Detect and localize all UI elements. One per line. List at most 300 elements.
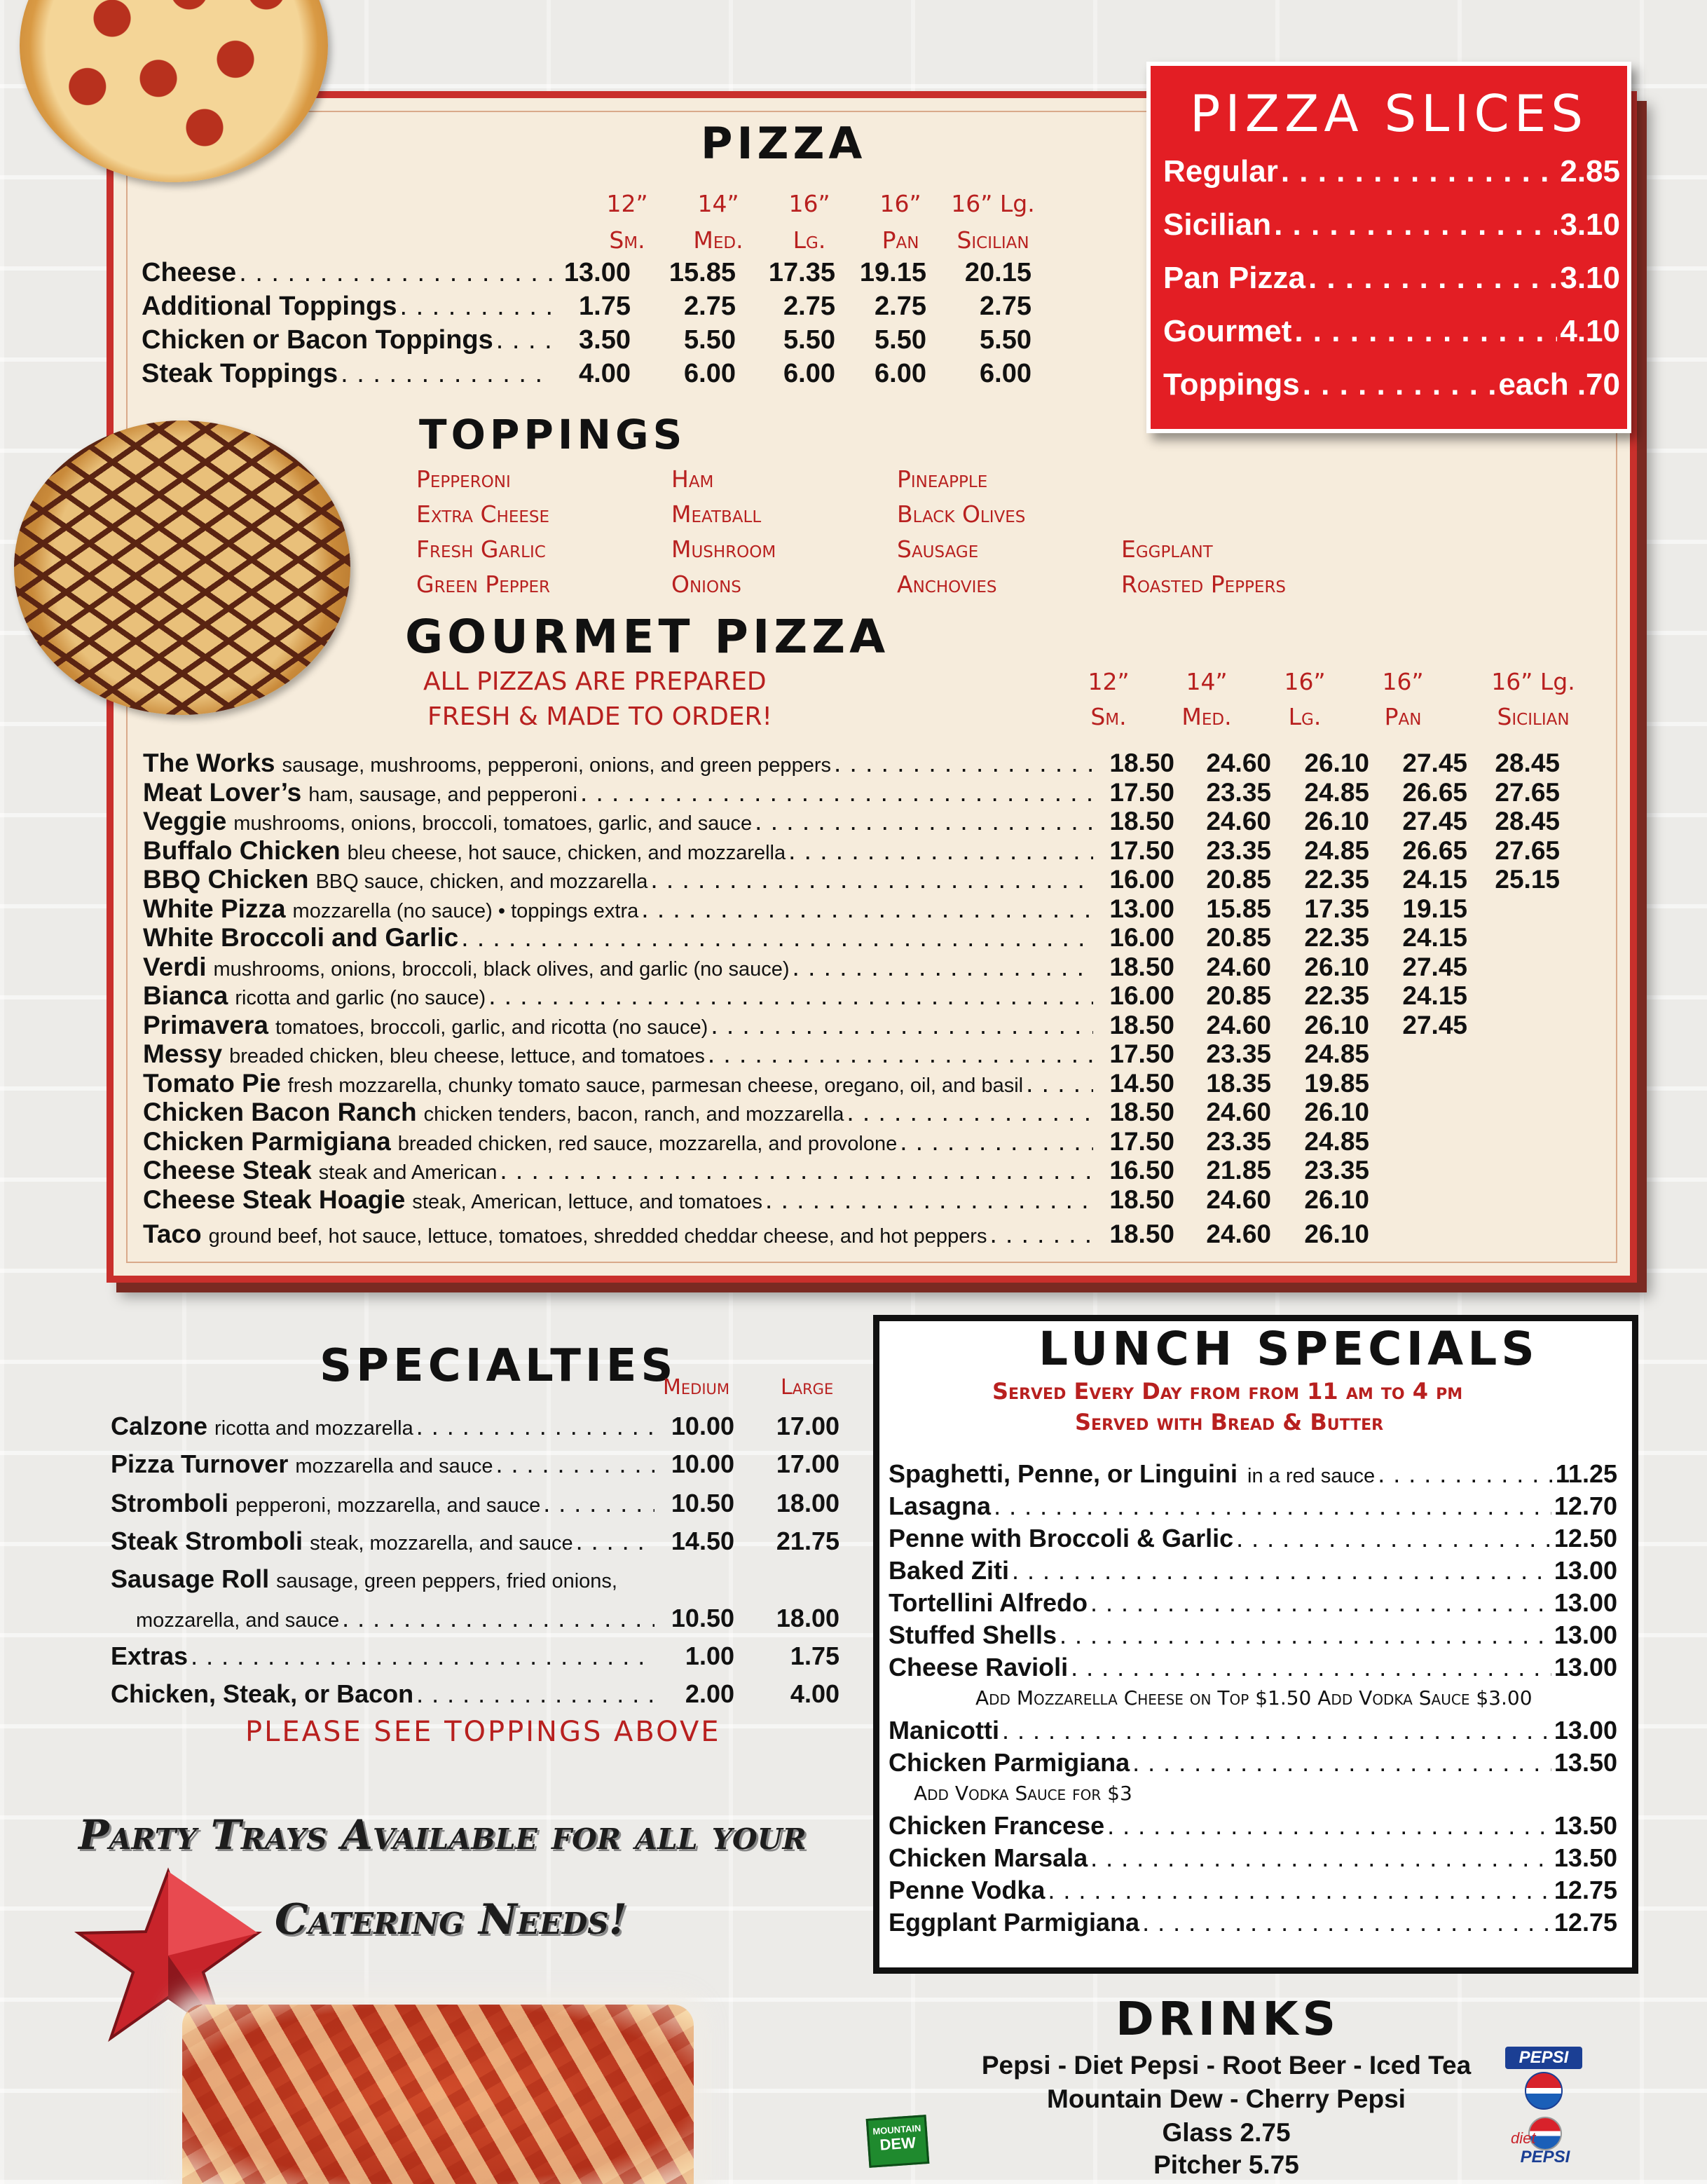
dot-leader (994, 1492, 1551, 1521)
slice-row (1163, 207, 1620, 243)
gourmet-price: 26.10 (1304, 1010, 1369, 1039)
gourmet-price: 24.60 (1206, 1010, 1271, 1039)
gourmet-item-desc: fresh mozzarella, chunky tomato sauce, parmesan cheese, oregano, oil, and basil (287, 1074, 1024, 1097)
gourmet-price: 24.60 (1206, 1220, 1271, 1248)
gourmet-prices (1086, 807, 1560, 836)
pizza-price: 6.00 (875, 359, 926, 388)
specialty-name: Steak Stromboli (111, 1527, 303, 1555)
gourmet-price: 20.85 (1206, 923, 1271, 952)
specialty-row (111, 1679, 839, 1709)
pizza-size-label-3: Pan (882, 226, 919, 254)
pizza-size-label-4: Sicilian (957, 226, 1029, 254)
party-trays-line-1: Party Trays Available for all your (78, 1811, 807, 1859)
pizza-size-label-2: Lg. (793, 226, 826, 254)
pepsi-logo-text: PEPSI (1505, 2047, 1582, 2069)
gourmet-price: 24.85 (1304, 1126, 1369, 1156)
gourmet-price: 27.65 (1495, 777, 1560, 807)
gourmet-price: 18.50 (1109, 749, 1174, 777)
slice-name: Regular (1163, 154, 1278, 189)
gourmet-item-desc: mushrooms, onions, broccoli, tomatoes, garlic, and sauce (233, 812, 753, 835)
gourmet-item-desc: BBQ sauce, chicken, and mozzarella (315, 871, 648, 893)
gourmet-note-line-2: FRESH & MADE TO ORDER! (427, 702, 772, 731)
mountain-dew-logo-text-2: DEW (879, 2134, 917, 2154)
gourmet-price: 24.15 (1402, 865, 1467, 894)
gourmet-size-label-0: Sm. (1090, 703, 1127, 730)
gourmet-price: 26.10 (1304, 749, 1369, 777)
gourmet-price (1369, 1220, 1467, 1249)
specialty-large-price: 18.00 (776, 1604, 839, 1632)
lunch-item-name: Penne Vodka (889, 1876, 1046, 1904)
specialty-name: Chicken, Steak, or Bacon (111, 1679, 414, 1708)
specialty-desc: steak, mozzarella, and sauce (310, 1532, 573, 1555)
gourmet-price: 24.60 (1206, 1185, 1271, 1214)
lunch-item-price: 13.00 (1554, 1653, 1617, 1681)
lunch-row (889, 1588, 1617, 1618)
gourmet-item-name: Primavera (143, 1010, 268, 1039)
specialty-medium-price: 2.00 (685, 1679, 734, 1708)
gourmet-item-desc: ground beef, hot sauce, lettuce, tomatoes, shredded cheddar cheese, and hot peppers (208, 1225, 987, 1248)
topping-item: Pepperoni (416, 465, 511, 493)
gourmet-row (143, 749, 1560, 778)
dot-leader (1026, 1069, 1093, 1098)
pizza-size-3: 16” (879, 190, 921, 217)
specialty-name: Pizza Turnover (111, 1449, 289, 1478)
gourmet-price: 15.85 (1206, 894, 1271, 923)
specialty-name: Calzone (111, 1412, 208, 1440)
gourmet-price: 25.15 (1495, 865, 1560, 894)
pizza-item-name: Steak Toppings (142, 359, 338, 388)
gourmet-row (143, 1098, 1369, 1127)
gourmet-price: 19.15 (1402, 894, 1467, 923)
gourmet-price: 24.15 (1402, 981, 1467, 1010)
gourmet-price (1369, 1069, 1467, 1098)
specialties-large-header: Large (781, 1375, 834, 1400)
specialty-desc: mozzarella, and sauce (136, 1609, 340, 1632)
lunch-row (889, 1876, 1617, 1905)
gourmet-size-label-4: Sicilian (1497, 703, 1570, 730)
pizza-price: 20.15 (964, 258, 1031, 287)
dot-leader (416, 1412, 654, 1441)
topping-item: Mushroom (671, 535, 776, 563)
dot-leader (1107, 1811, 1551, 1841)
lunch-item-price: 13.00 (1554, 1588, 1617, 1617)
drinks-glass-price: Glass 2.75 (1162, 2118, 1291, 2147)
dot-leader (711, 1011, 1093, 1040)
gourmet-prices (1086, 1039, 1560, 1069)
pizza-price: 5.50 (980, 325, 1031, 355)
gourmet-item-name: Veggie (143, 807, 227, 835)
diet-pepsi-logo-text: PEPSI (1520, 2148, 1570, 2166)
gourmet-item-desc: steak and American (318, 1161, 498, 1184)
gourmet-row (143, 1156, 1369, 1185)
gourmet-item-desc: breaded chicken, red sauce, mozzarella, and provolone (397, 1132, 898, 1155)
gourmet-price: 13.00 (1109, 894, 1174, 923)
specialty-medium-price: 10.00 (671, 1412, 734, 1440)
slice-price: 4.10 (1560, 314, 1620, 348)
gourmet-price (1369, 1098, 1467, 1127)
gourmet-item-name: Chicken Bacon Ranch (143, 1098, 417, 1126)
specialty-desc: ricotta and mozzarella (214, 1417, 413, 1440)
gourmet-item-desc: mushrooms, onions, broccoli, black olives, and garlic (no sauce) (213, 957, 790, 981)
dot-leader (765, 1185, 1093, 1215)
topping-item: Anchovies (897, 571, 997, 598)
dot-leader (580, 778, 1093, 807)
specialty-row (111, 1489, 839, 1518)
dot-leader (239, 258, 552, 288)
dot-leader (399, 292, 552, 322)
dot-leader (1303, 367, 1496, 402)
gourmet-price: 20.85 (1206, 981, 1271, 1010)
gourmet-price: 22.35 (1304, 865, 1369, 894)
specialty-row (111, 1564, 839, 1594)
gourmet-price: 18.50 (1109, 1220, 1174, 1248)
lunch-served-with: Served with Bread & Butter (1075, 1409, 1384, 1435)
gourmet-item-name: Cheese Steak (143, 1156, 312, 1185)
pizza-row (142, 292, 1031, 322)
gourmet-price (1467, 1039, 1560, 1069)
gourmet-prices (1086, 1156, 1560, 1185)
mountain-dew-logo-icon (866, 2115, 930, 2168)
gourmet-size-0: 12” (1088, 668, 1130, 695)
topping-item: Onions (671, 571, 741, 598)
lunch-item-price: 13.00 (1554, 1556, 1617, 1585)
specialty-large-price: 1.75 (790, 1642, 839, 1670)
topping-item: Ham (671, 465, 714, 493)
gourmet-item-desc: steak, American, lettuce, and tomatoes (412, 1190, 763, 1213)
specialties-toppings-note: PLEASE SEE TOPPINGS ABOVE (245, 1716, 721, 1748)
gourmet-price: 23.35 (1206, 1039, 1271, 1068)
dot-leader (1012, 1556, 1551, 1585)
pizza-item-name: Chicken or Bacon Toppings (142, 325, 493, 355)
gourmet-price: 19.85 (1304, 1068, 1369, 1098)
gourmet-price: 18.50 (1109, 1185, 1174, 1214)
lunch-item-name: Eggplant Parmigiana (889, 1908, 1140, 1937)
slice-price: 3.10 (1560, 261, 1620, 295)
gourmet-size-label-3: Pan (1384, 703, 1422, 730)
specialties-title: SPECIALTIES (320, 1340, 678, 1392)
gourmet-row (143, 1068, 1369, 1098)
specialty-medium-price: 1.00 (685, 1642, 734, 1670)
gourmet-price: 20.85 (1206, 865, 1271, 894)
pizza-price: 5.50 (684, 325, 736, 355)
pizza-price: 5.50 (783, 325, 835, 355)
dot-leader (708, 1039, 1093, 1069)
gourmet-price: 17.35 (1304, 894, 1369, 923)
topping-item: Fresh Garlic (416, 535, 546, 563)
gourmet-price: 24.60 (1206, 952, 1271, 981)
gourmet-price (1369, 1185, 1467, 1215)
lunch-item-price: 13.50 (1554, 1748, 1617, 1777)
dot-leader (576, 1527, 654, 1556)
lunch-item-price: 12.75 (1554, 1876, 1617, 1904)
slice-price: 2.85 (1560, 154, 1620, 189)
gourmet-price: 26.65 (1402, 777, 1467, 807)
specialty-name: Sausage Roll (111, 1564, 270, 1593)
gourmet-price: 27.45 (1402, 807, 1467, 835)
gourmet-price: 26.10 (1304, 1185, 1369, 1214)
gourmet-item-desc: bleu cheese, hot sauce, chicken, and mozzarella (347, 841, 786, 864)
specialty-medium-price: 10.00 (671, 1449, 734, 1478)
gourmet-item-name: Taco (143, 1220, 202, 1248)
gourmet-note-line-1: ALL PIZZAS ARE PREPARED (423, 667, 767, 696)
gourmet-prices (1086, 1185, 1560, 1215)
gourmet-row (143, 1220, 1369, 1249)
gourmet-item-name: BBQ Chicken (143, 865, 309, 894)
specialty-large-price: 18.00 (776, 1489, 839, 1517)
gourmet-item-name: Chicken Parmigiana (143, 1126, 391, 1156)
lunch-item-name: Baked Ziti (889, 1556, 1010, 1585)
lunch-row (889, 1459, 1617, 1489)
slice-row (1163, 314, 1620, 349)
lunch-item-price: 11.25 (1555, 1459, 1617, 1488)
dot-leader (1002, 1716, 1551, 1745)
dot-leader (1048, 1876, 1551, 1905)
pizza-title: PIZZA (701, 118, 867, 169)
gourmet-price: 22.35 (1304, 923, 1369, 952)
gourmet-price: 24.60 (1206, 807, 1271, 835)
lunch-row (889, 1653, 1617, 1682)
pizza-row (142, 325, 1031, 355)
lunch-item-price: 13.50 (1554, 1843, 1617, 1872)
lunch-item-price: 12.50 (1554, 1524, 1617, 1552)
gourmet-price: 28.45 (1495, 749, 1560, 777)
pizza-price: 2.75 (783, 292, 835, 321)
gourmet-prices (1086, 778, 1560, 807)
gourmet-prices (1086, 1098, 1560, 1127)
pizza-price: 2.75 (684, 292, 736, 321)
gourmet-row (143, 952, 1467, 982)
dot-leader (191, 1642, 654, 1671)
lunch-row (889, 1492, 1617, 1521)
party-trays-line-2: Catering Needs! (275, 1895, 627, 1944)
gourmet-item-name: White Pizza (143, 894, 286, 923)
dot-leader (1090, 1843, 1551, 1873)
lunch-item-name: Manicotti (889, 1716, 999, 1745)
slice-price: each .70 (1498, 367, 1620, 402)
gourmet-price: 16.00 (1109, 923, 1174, 952)
pizza-price: 6.00 (980, 359, 1031, 388)
gourmet-price (1369, 1156, 1467, 1185)
topping-item: Green Pepper (416, 571, 550, 598)
drinks-pitcher-price: Pitcher 5.75 (1153, 2150, 1299, 2179)
gourmet-size-1: 14” (1186, 668, 1228, 695)
slice-name: Toppings (1163, 367, 1300, 402)
lunch-item-name: Chicken Marsala (889, 1843, 1088, 1872)
dot-leader (1142, 1908, 1551, 1937)
pizza-row (142, 258, 1031, 288)
gourmet-item-name: Cheese Steak Hoagie (143, 1185, 406, 1214)
lunch-row (889, 1556, 1617, 1585)
gourmet-item-name: Tomato Pie (143, 1068, 281, 1098)
gourmet-price: 24.85 (1304, 1039, 1369, 1068)
dot-leader (461, 923, 1093, 953)
gourmet-prices (1086, 981, 1560, 1011)
gourmet-price: 27.65 (1495, 835, 1560, 865)
gourmet-price: 18.50 (1109, 952, 1174, 981)
pizza-price: 1.75 (579, 292, 631, 321)
gourmet-row (143, 1185, 1369, 1215)
gourmet-price (1467, 1127, 1560, 1156)
dot-leader (341, 359, 552, 389)
lunch-item-price: 13.50 (1554, 1811, 1617, 1840)
lunch-item-name: Cheese Ravioli (889, 1653, 1069, 1681)
dot-leader (793, 953, 1093, 982)
gourmet-price: 18.50 (1109, 1010, 1174, 1039)
gourmet-prices (1086, 1127, 1560, 1156)
specialty-row (136, 1604, 839, 1633)
gourmet-row (143, 865, 1560, 894)
gourmet-item-name: Verdi (143, 952, 207, 981)
gourmet-item-name: The Works (143, 749, 275, 777)
gourmet-price (1467, 953, 1560, 982)
dot-leader (1378, 1459, 1553, 1489)
lunch-item-name: Chicken Parmigiana (889, 1748, 1130, 1777)
gourmet-row (143, 835, 1560, 866)
gourmet-price: 26.10 (1304, 807, 1369, 835)
gourmet-prices (1086, 1011, 1560, 1040)
gourmet-price (1467, 1156, 1560, 1185)
gourmet-row (143, 807, 1560, 836)
drinks-title: DRINKS (1116, 1992, 1341, 2046)
gourmet-item-desc: ham, sausage, and pepperoni (308, 783, 577, 806)
pepsi-logo-icon (1505, 2047, 1582, 2103)
gourmet-price (1467, 1098, 1560, 1127)
gourmet-price: 24.60 (1206, 749, 1271, 777)
gourmet-price: 23.35 (1304, 1156, 1369, 1185)
gourmet-prices (1086, 749, 1560, 778)
lunch-row (889, 1811, 1617, 1841)
pizza-price: 2.75 (980, 292, 1031, 321)
specialty-row (111, 1527, 839, 1556)
gourmet-title: GOURMET PIZZA (405, 610, 890, 664)
dot-leader (1274, 207, 1557, 243)
gourmet-price: 18.35 (1206, 1068, 1271, 1098)
gourmet-item-name: Buffalo Chicken (143, 835, 341, 865)
drinks-line-2: Mountain Dew - Cherry Pepsi (1047, 2084, 1406, 2113)
gourmet-price (1467, 923, 1560, 953)
slice-row (1163, 261, 1620, 296)
gourmet-price (1369, 1127, 1467, 1156)
pizza-slices-box (1146, 62, 1631, 433)
gourmet-row (143, 1126, 1369, 1156)
gourmet-price: 26.10 (1304, 952, 1369, 981)
lunch-add-ons-note: Add Mozzarella Cheese on Top $1.50 Add Vodka Sauce $3.00 (975, 1686, 1533, 1709)
gourmet-prices (1086, 894, 1560, 924)
pizza-size-0: 12” (606, 190, 648, 217)
gourmet-size-label-1: Med. (1181, 703, 1232, 730)
pizza-size-label-1: Med. (693, 226, 743, 254)
topping-item: Extra Cheese (416, 500, 550, 528)
gourmet-price (1369, 1039, 1467, 1069)
pizza-price: 6.00 (684, 359, 736, 388)
dot-leader (1090, 1588, 1551, 1618)
gourmet-item-desc: tomatoes, broccoli, garlic, and ricotta (no sauce) (275, 1016, 708, 1039)
pizza-price: 15.85 (669, 258, 736, 287)
lunch-item-name: Stuffed Shells (889, 1620, 1057, 1649)
dot-leader (1060, 1620, 1551, 1650)
specialty-row (111, 1412, 839, 1441)
gourmet-price: 16.00 (1109, 981, 1174, 1010)
pizza-price: 17.35 (768, 258, 835, 287)
lunch-item-price: 13.00 (1554, 1716, 1617, 1745)
specialty-large-price: 17.00 (776, 1412, 839, 1440)
pizza-size-2: 16” (788, 190, 830, 217)
slice-row (1163, 154, 1620, 189)
dot-leader (1132, 1748, 1551, 1777)
pizza-price: 13.00 (563, 258, 631, 287)
gourmet-price (1467, 981, 1560, 1011)
gourmet-size-label-2: Lg. (1288, 703, 1322, 730)
slice-row (1163, 367, 1620, 402)
gourmet-price (1467, 894, 1560, 924)
specialty-desc: mozzarella and sauce (295, 1455, 493, 1477)
slice-price: 3.10 (1560, 207, 1620, 242)
gourmet-price: 18.50 (1109, 1098, 1174, 1126)
dot-leader (641, 894, 1093, 924)
lunch-item-name: Chicken Francese (889, 1811, 1105, 1840)
gourmet-item-desc: ricotta and garlic (no sauce) (235, 987, 486, 1009)
gourmet-row (143, 777, 1560, 807)
dot-leader (1236, 1524, 1551, 1553)
lunch-row (889, 1908, 1617, 1937)
gourmet-size-3: 16” (1382, 668, 1424, 695)
gourmet-price: 16.00 (1109, 865, 1174, 894)
pizza-price: 19.15 (859, 258, 926, 287)
gourmet-item-desc: mozzarella (no sauce) • toppings extra (292, 899, 639, 922)
gourmet-price: 23.35 (1206, 777, 1271, 807)
gourmet-prices (1086, 953, 1560, 982)
dot-leader (543, 1489, 654, 1518)
dot-leader (900, 1127, 1093, 1156)
gourmet-size-2: 16” (1284, 668, 1326, 695)
slice-name: Pan Pizza (1163, 261, 1305, 295)
gourmet-prices (1086, 1069, 1560, 1098)
pizza-slices-title: PIZZA SLICES (1190, 84, 1588, 143)
dot-leader (788, 836, 1093, 866)
lunch-item-name: Penne with Broccoli & Garlic (889, 1524, 1234, 1552)
topping-item: Meatball (671, 500, 762, 528)
pizza-price: 3.50 (579, 325, 631, 355)
gourmet-row (143, 894, 1467, 924)
gourmet-price: 28.45 (1495, 807, 1560, 835)
toppings-title: TOPPINGS (419, 411, 687, 458)
gourmet-price: 27.45 (1402, 952, 1467, 981)
lunch-served-hours: Served Every Day from from 11 am to 4 pm (992, 1378, 1463, 1405)
lunch-item-name: Spaghetti, Penne, or Linguini (889, 1459, 1238, 1488)
gourmet-item-name: White Broccoli and Garlic (143, 923, 459, 952)
gourmet-prices (1086, 865, 1560, 894)
dot-leader (1071, 1653, 1551, 1682)
lunch-row (889, 1524, 1617, 1553)
topping-item: Pineapple (897, 465, 988, 493)
pizza-size-4: 16” Lg. (951, 190, 1035, 217)
bbq-pizza-image (14, 421, 350, 715)
dot-leader (989, 1220, 1093, 1249)
gourmet-price: 23.35 (1206, 1126, 1271, 1156)
baked-ziti-tray-image (182, 2005, 694, 2184)
pizza-row (142, 359, 1031, 389)
gourmet-row (143, 1039, 1369, 1069)
lunch-vodka-note: Add Vodka Sauce for $3 (914, 1782, 1132, 1805)
gourmet-item-name: Bianca (143, 981, 228, 1010)
dot-leader (488, 981, 1093, 1011)
gourmet-price (1467, 1185, 1560, 1215)
gourmet-price: 17.50 (1109, 1039, 1174, 1068)
specialty-desc: pepperoni, mozzarella, and sauce (235, 1494, 541, 1517)
specialty-row (111, 1449, 839, 1479)
gourmet-item-desc: breaded chicken, bleu cheese, lettuce, and tomatoes (229, 1045, 705, 1067)
dot-leader (496, 1449, 655, 1479)
